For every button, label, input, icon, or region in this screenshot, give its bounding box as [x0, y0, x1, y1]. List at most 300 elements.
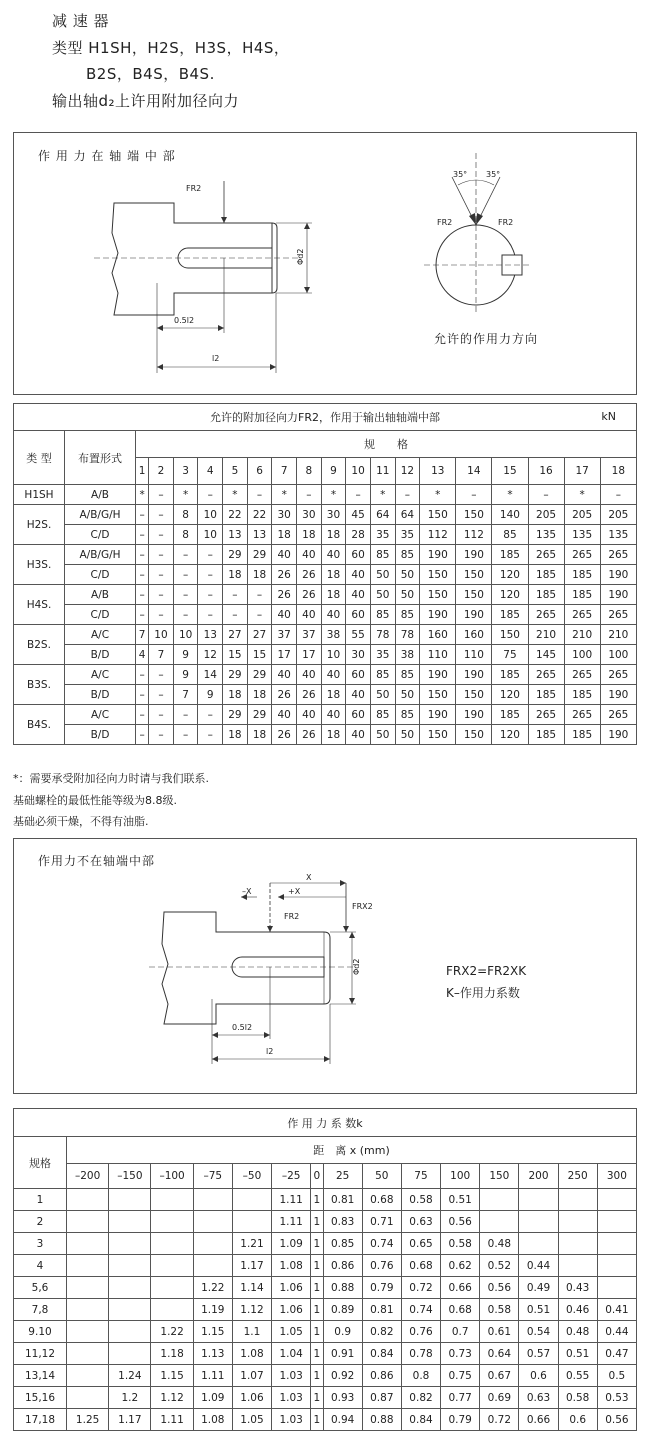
t1-value-cell: 9 — [173, 665, 198, 685]
t2-value-cell: 0.62 — [441, 1255, 480, 1277]
t2-value-cell: 1.08 — [272, 1255, 311, 1277]
t2-size-cell: 15,16 — [14, 1387, 67, 1409]
box1-fr2-left: FR2 — [437, 218, 453, 227]
t2-value-cell — [151, 1233, 193, 1255]
t1-value-cell: – — [198, 725, 223, 745]
t2-value-cell: 0.72 — [480, 1409, 519, 1431]
t1-value-cell: 50 — [370, 565, 395, 585]
header-types: 类型 H1SH，H2S，H3S，H4S， — [52, 39, 290, 57]
t2-value-cell: 1.08 — [232, 1343, 271, 1365]
table-row — [14, 685, 637, 705]
t2-value-cell: 1.1 — [232, 1321, 271, 1343]
t1-value-cell: – — [346, 485, 371, 505]
t2-value-cell: 1.25 — [67, 1409, 109, 1431]
t2-value-cell: 0.81 — [362, 1299, 401, 1321]
t1-value-cell: 17 — [272, 645, 297, 665]
t1-value-cell: 60 — [346, 705, 371, 725]
t1-title-cell — [14, 404, 637, 431]
t1-layout-cell: C/D — [65, 605, 136, 625]
t2-size-cell: 1 — [14, 1189, 67, 1211]
t2-value-cell: 0.53 — [597, 1387, 636, 1409]
t2-value-cell: 0.51 — [558, 1343, 597, 1365]
table-row — [14, 485, 637, 505]
t1-value-cell: 150 — [420, 585, 456, 605]
t2-value-cell: 0.86 — [323, 1255, 362, 1277]
t2-value-cell — [519, 1211, 558, 1233]
t2-value-cell: 1.11 — [272, 1211, 311, 1233]
t2-value-cell: 0.56 — [597, 1409, 636, 1431]
t1-value-cell: 50 — [370, 585, 395, 605]
note-bolt-grade: 基础螺栓的最低性能等级为8.8级. — [13, 794, 177, 807]
t1-value-cell: 50 — [395, 685, 420, 705]
t1-value-cell: 190 — [600, 725, 636, 745]
t2-size-cell: 13,14 — [14, 1365, 67, 1387]
t2-dist-header: 250 — [558, 1164, 597, 1189]
t1-value-cell: * — [272, 485, 297, 505]
t2-value-cell: 1.19 — [193, 1299, 232, 1321]
t1-value-cell: 265 — [528, 545, 564, 565]
t1-value-cell: 26 — [272, 725, 297, 745]
t1-value-cell: – — [149, 605, 174, 625]
t1-value-cell: 13 — [223, 525, 248, 545]
t2-value-cell — [558, 1211, 597, 1233]
t2-dist-header: –100 — [151, 1164, 193, 1189]
t2-value-cell — [109, 1255, 151, 1277]
t1-value-cell: – — [136, 585, 149, 605]
t2-size-cell: 9.10 — [14, 1321, 67, 1343]
t1-value-cell: 18 — [297, 525, 322, 545]
t2-value-cell: 0.46 — [558, 1299, 597, 1321]
t1-unit: kN — [601, 410, 616, 423]
t1-layout-cell: B/D — [65, 645, 136, 665]
t1-value-cell: 18 — [223, 685, 248, 705]
t2-value-cell: 0.6 — [558, 1409, 597, 1431]
t1-value-cell: – — [149, 725, 174, 745]
header-title: 减 速 器 — [52, 12, 110, 30]
t1-value-cell: – — [136, 565, 149, 585]
t1-value-cell: 78 — [370, 625, 395, 645]
t2-value-cell: 1.12 — [151, 1387, 193, 1409]
diagram-box-offset — [13, 838, 637, 1094]
t2-value-cell: 1.17 — [109, 1409, 151, 1431]
t1-value-cell: 26 — [297, 565, 322, 585]
t2-size-cell: 4 — [14, 1255, 67, 1277]
t1-type-cell: H1SH — [14, 485, 65, 505]
t1-type-cell: H4S. — [14, 585, 65, 625]
table-row — [14, 1255, 637, 1277]
box2-title: 作用力不在轴端中部 — [38, 854, 156, 868]
t2-value-cell: 0.5 — [597, 1365, 636, 1387]
t2-value-cell: 1.11 — [272, 1189, 311, 1211]
t2-value-cell — [109, 1233, 151, 1255]
t1-col-layout: 布置形式 — [65, 431, 136, 485]
t1-value-cell: 29 — [223, 545, 248, 565]
t1-value-cell: – — [149, 705, 174, 725]
diagram-box-center — [13, 132, 637, 395]
shaft-diagram-center — [14, 133, 638, 396]
t2-value-cell: 1.04 — [272, 1343, 311, 1365]
t2-value-cell: 1.22 — [151, 1321, 193, 1343]
t2-dist-header: 300 — [597, 1164, 636, 1189]
t2-value-cell — [67, 1321, 109, 1343]
t1-value-cell: 22 — [223, 505, 248, 525]
t1-value-cell: 50 — [395, 585, 420, 605]
t1-value-cell: 150 — [420, 505, 456, 525]
t1-layout-cell: C/D — [65, 565, 136, 585]
t2-value-cell — [232, 1189, 271, 1211]
t2-value-cell: 1.15 — [151, 1365, 193, 1387]
t1-value-cell: 265 — [564, 545, 600, 565]
t1-value-cell: – — [136, 525, 149, 545]
t1-value-cell: 30 — [297, 505, 322, 525]
t1-value-cell: – — [297, 485, 322, 505]
t2-value-cell — [151, 1255, 193, 1277]
t1-value-cell: 205 — [528, 505, 564, 525]
t2-value-cell: 0.52 — [480, 1255, 519, 1277]
t1-value-cell: 7 — [149, 645, 174, 665]
t2-value-cell: 0.41 — [597, 1299, 636, 1321]
t1-value-cell: – — [149, 525, 174, 545]
t2-value-cell: 1.21 — [232, 1233, 271, 1255]
t2-value-cell: 0.76 — [362, 1255, 401, 1277]
t1-value-cell: 150 — [492, 625, 528, 645]
t1-value-cell: 120 — [492, 585, 528, 605]
t2-value-cell: 1.13 — [193, 1343, 232, 1365]
box2-half-l2: 0.5l2 — [232, 1023, 253, 1032]
t2-value-cell — [67, 1211, 109, 1233]
t1-value-cell: 150 — [456, 685, 492, 705]
radial-force-table — [13, 403, 637, 745]
t1-type-cell: B2S. — [14, 625, 65, 665]
t1-value-cell: 50 — [370, 685, 395, 705]
t1-size-header: 18 — [600, 458, 636, 485]
t1-value-cell: 30 — [272, 505, 297, 525]
t2-value-cell: 1.14 — [232, 1277, 271, 1299]
t1-value-cell: 26 — [297, 585, 322, 605]
t1-type-cell: B3S. — [14, 665, 65, 705]
t1-value-cell: 30 — [321, 505, 346, 525]
t2-value-cell — [67, 1343, 109, 1365]
t1-value-cell: 185 — [528, 565, 564, 585]
t1-title-row — [14, 404, 637, 431]
t2-value-cell — [109, 1277, 151, 1299]
t1-size-header: 11 — [370, 458, 395, 485]
t1-size-header: 6 — [247, 458, 272, 485]
table-row — [14, 1211, 637, 1233]
t1-size-header: 10 — [346, 458, 371, 485]
t1-value-cell: 210 — [564, 625, 600, 645]
t1-layout-cell: A/C — [65, 705, 136, 725]
t1-value-cell: – — [136, 505, 149, 525]
box2-phi-d2: Φd2 — [352, 958, 361, 975]
t1-value-cell: 85 — [395, 705, 420, 725]
t2-dist-header: 75 — [401, 1164, 440, 1189]
t2-value-cell — [232, 1211, 271, 1233]
t2-value-cell: 0.61 — [480, 1321, 519, 1343]
table-row — [14, 585, 637, 605]
t1-size-header: 7 — [272, 458, 297, 485]
t2-value-cell: 0.9 — [323, 1321, 362, 1343]
t1-value-cell: 4 — [136, 645, 149, 665]
t1-value-cell: 60 — [346, 665, 371, 685]
t2-value-cell: 0.83 — [323, 1211, 362, 1233]
table-row — [14, 1387, 637, 1409]
t2-value-cell — [67, 1387, 109, 1409]
t1-value-cell: 150 — [420, 565, 456, 585]
t1-value-cell: – — [136, 685, 149, 705]
t2-value-cell — [480, 1189, 519, 1211]
t2-value-cell: 0.57 — [519, 1343, 558, 1365]
t1-value-cell: 85 — [395, 545, 420, 565]
t1-value-cell: 26 — [272, 585, 297, 605]
t1-value-cell: – — [149, 565, 174, 585]
t2-size-cell: 7,8 — [14, 1299, 67, 1321]
t1-value-cell: * — [564, 485, 600, 505]
t1-value-cell: 190 — [456, 545, 492, 565]
t1-value-cell: 150 — [420, 725, 456, 745]
t2-value-cell: 1 — [311, 1299, 323, 1321]
t1-value-cell: * — [321, 485, 346, 505]
t1-size-header: 5 — [223, 458, 248, 485]
t1-value-cell: 120 — [492, 725, 528, 745]
t1-value-cell: 10 — [321, 645, 346, 665]
t1-value-cell: 50 — [370, 725, 395, 745]
t1-value-cell: 190 — [600, 585, 636, 605]
t2-value-cell — [597, 1189, 636, 1211]
t1-value-cell: 29 — [223, 665, 248, 685]
t1-value-cell: 50 — [395, 725, 420, 745]
t2-value-cell: 0.93 — [323, 1387, 362, 1409]
t2-value-cell: 0.72 — [401, 1277, 440, 1299]
t1-value-cell: 185 — [492, 605, 528, 625]
box1-phi-d2: Φd2 — [296, 248, 305, 265]
t2-value-cell — [193, 1255, 232, 1277]
t1-value-cell: 190 — [456, 665, 492, 685]
t2-value-cell: 0.84 — [401, 1409, 440, 1431]
t2-value-cell: 0.48 — [558, 1321, 597, 1343]
t1-col-spec: 规 格 — [136, 431, 637, 458]
t2-dist-header: 150 — [480, 1164, 519, 1189]
t1-value-cell: – — [149, 665, 174, 685]
t2-value-cell: 1 — [311, 1343, 323, 1365]
t2-value-cell: 1.05 — [272, 1321, 311, 1343]
t2-value-cell: 0.55 — [558, 1365, 597, 1387]
t1-value-cell: 9 — [173, 645, 198, 665]
t1-value-cell: 185 — [528, 725, 564, 745]
t1-value-cell: 190 — [420, 545, 456, 565]
t2-value-cell: 0.68 — [362, 1189, 401, 1211]
t1-value-cell: 265 — [600, 705, 636, 725]
t1-value-cell: 10 — [173, 625, 198, 645]
t1-value-cell: 17 — [297, 645, 322, 665]
t1-value-cell: 29 — [247, 545, 272, 565]
t1-value-cell: * — [370, 485, 395, 505]
t1-value-cell: 112 — [456, 525, 492, 545]
t1-value-cell: 265 — [564, 705, 600, 725]
t1-value-cell: – — [173, 725, 198, 745]
t2-size-cell: 11,12 — [14, 1343, 67, 1365]
t1-value-cell: – — [149, 505, 174, 525]
t2-value-cell: 1.11 — [151, 1409, 193, 1431]
t1-value-cell: 100 — [564, 645, 600, 665]
t1-value-cell: 150 — [420, 685, 456, 705]
t2-value-cell: 1.22 — [193, 1277, 232, 1299]
t2-value-cell: 0.48 — [480, 1233, 519, 1255]
box1-fr2-right: FR2 — [498, 218, 514, 227]
t1-value-cell: 40 — [272, 545, 297, 565]
t2-value-cell — [67, 1277, 109, 1299]
t2-value-cell — [519, 1189, 558, 1211]
t2-size-cell: 2 — [14, 1211, 67, 1233]
t2-value-cell — [109, 1299, 151, 1321]
t1-value-cell: 78 — [395, 625, 420, 645]
t1-value-cell: – — [198, 585, 223, 605]
t1-value-cell: 205 — [600, 505, 636, 525]
t2-value-cell: 0.49 — [519, 1277, 558, 1299]
t1-value-cell: 7 — [136, 625, 149, 645]
t1-value-cell: 14 — [198, 665, 223, 685]
t1-value-cell: * — [173, 485, 198, 505]
t1-value-cell: 185 — [564, 685, 600, 705]
t1-value-cell: – — [223, 605, 248, 625]
t2-value-cell — [597, 1277, 636, 1299]
t2-value-cell — [67, 1365, 109, 1387]
t2-value-cell — [151, 1299, 193, 1321]
t2-value-cell: 0.58 — [401, 1189, 440, 1211]
t1-layout-cell: A/C — [65, 665, 136, 685]
t1-value-cell: – — [173, 585, 198, 605]
t1-value-cell: 10 — [149, 625, 174, 645]
t1-value-cell: 190 — [600, 565, 636, 585]
t1-value-cell: 185 — [492, 665, 528, 685]
t1-value-cell: 185 — [492, 705, 528, 725]
t1-header-row — [14, 431, 637, 458]
t2-size-cell: 17,18 — [14, 1409, 67, 1431]
t2-value-cell: 1 — [311, 1277, 323, 1299]
t1-value-cell: 40 — [346, 725, 371, 745]
t2-value-cell — [193, 1233, 232, 1255]
t1-size-header: 3 — [173, 458, 198, 485]
t1-value-cell: 140 — [492, 505, 528, 525]
t1-value-cell: 40 — [321, 665, 346, 685]
t2-value-cell: 0.65 — [401, 1233, 440, 1255]
t1-layout-cell: B/D — [65, 685, 136, 705]
table-row — [14, 525, 637, 545]
t1-value-cell: 190 — [420, 665, 456, 685]
t1-value-cell: – — [247, 485, 272, 505]
t1-value-cell: 85 — [370, 605, 395, 625]
t1-value-cell: * — [492, 485, 528, 505]
t1-value-cell: 50 — [395, 565, 420, 585]
t2-value-cell: 1.24 — [109, 1365, 151, 1387]
t1-layout-cell: A/C — [65, 625, 136, 645]
t2-value-cell: 1.08 — [193, 1409, 232, 1431]
t1-value-cell: 18 — [247, 685, 272, 705]
t2-value-cell: 0.74 — [362, 1233, 401, 1255]
t1-size-header: 12 — [395, 458, 420, 485]
t1-value-cell: 40 — [321, 705, 346, 725]
t1-value-cell: * — [223, 485, 248, 505]
t2-value-cell — [480, 1211, 519, 1233]
t1-size-header: 15 — [492, 458, 528, 485]
t2-value-cell: 0.54 — [519, 1321, 558, 1343]
t1-layout-cell: A/B — [65, 585, 136, 605]
t1-value-cell: 37 — [297, 625, 322, 645]
box1-half-l2: 0.5l2 — [174, 316, 195, 325]
shaft-diagram-offset — [14, 839, 638, 1095]
t1-value-cell: 265 — [528, 665, 564, 685]
table-row — [14, 1189, 637, 1211]
t2-value-cell: 0.74 — [401, 1299, 440, 1321]
t1-value-cell: 13 — [247, 525, 272, 545]
t2-size-cell: 5,6 — [14, 1277, 67, 1299]
t1-value-cell: 185 — [564, 565, 600, 585]
t1-value-cell: 18 — [321, 585, 346, 605]
table-row — [14, 665, 637, 685]
t2-title: 作 用 力 系 数k — [14, 1109, 637, 1137]
table-row — [14, 1343, 637, 1365]
t1-value-cell: 150 — [456, 585, 492, 605]
t2-value-cell — [109, 1343, 151, 1365]
t1-value-cell: – — [456, 485, 492, 505]
t2-value-cell: 1.2 — [109, 1387, 151, 1409]
t2-value-cell: 0.44 — [519, 1255, 558, 1277]
t1-value-cell: 85 — [370, 665, 395, 685]
t2-value-cell: 0.43 — [558, 1277, 597, 1299]
t2-value-cell — [558, 1189, 597, 1211]
t2-value-cell: 0.82 — [362, 1321, 401, 1343]
t2-value-cell — [151, 1277, 193, 1299]
t2-value-cell: 1.11 — [193, 1365, 232, 1387]
t2-dist-header: 50 — [362, 1164, 401, 1189]
t2-value-cell: 0.44 — [597, 1321, 636, 1343]
box1-l2: l2 — [212, 354, 220, 363]
t2-dist-header: –200 — [67, 1164, 109, 1189]
t2-value-cell: 1 — [311, 1409, 323, 1431]
t2-value-cell: 0.82 — [401, 1387, 440, 1409]
box2-minus-x: –X — [242, 887, 252, 896]
t2-value-cell — [558, 1255, 597, 1277]
t2-value-cell: 1.06 — [232, 1387, 271, 1409]
t1-value-cell: 135 — [564, 525, 600, 545]
t2-dist-header: 200 — [519, 1164, 558, 1189]
t1-value-cell: – — [149, 585, 174, 605]
t2-value-cell: 0.7 — [441, 1321, 480, 1343]
t2-value-cell: 0.76 — [401, 1321, 440, 1343]
t2-value-cell: 0.63 — [401, 1211, 440, 1233]
t2-value-cell: 0.79 — [441, 1409, 480, 1431]
t2-dist-header: 25 — [323, 1164, 362, 1189]
t1-value-cell: 145 — [528, 645, 564, 665]
note-star: *：需要承受附加径向力时请与我们联系. — [13, 772, 209, 785]
t2-value-cell: 0.84 — [362, 1343, 401, 1365]
t1-value-cell: – — [198, 705, 223, 725]
t1-value-cell: 85 — [370, 545, 395, 565]
t2-value-cell: 0.78 — [401, 1343, 440, 1365]
t2-value-cell: 0.47 — [597, 1343, 636, 1365]
table-row — [14, 605, 637, 625]
t1-col-type: 类 型 — [14, 431, 65, 485]
t2-value-cell: 0.63 — [519, 1387, 558, 1409]
t2-value-cell: 0.92 — [323, 1365, 362, 1387]
t1-value-cell: 185 — [528, 585, 564, 605]
t2-value-cell: 0.87 — [362, 1387, 401, 1409]
offset-formula: FRX2=FR2XK — [446, 964, 527, 978]
table-row — [14, 1299, 637, 1321]
t2-value-cell: 0.91 — [323, 1343, 362, 1365]
t1-type-cell: H2S. — [14, 505, 65, 545]
t1-value-cell: – — [198, 545, 223, 565]
